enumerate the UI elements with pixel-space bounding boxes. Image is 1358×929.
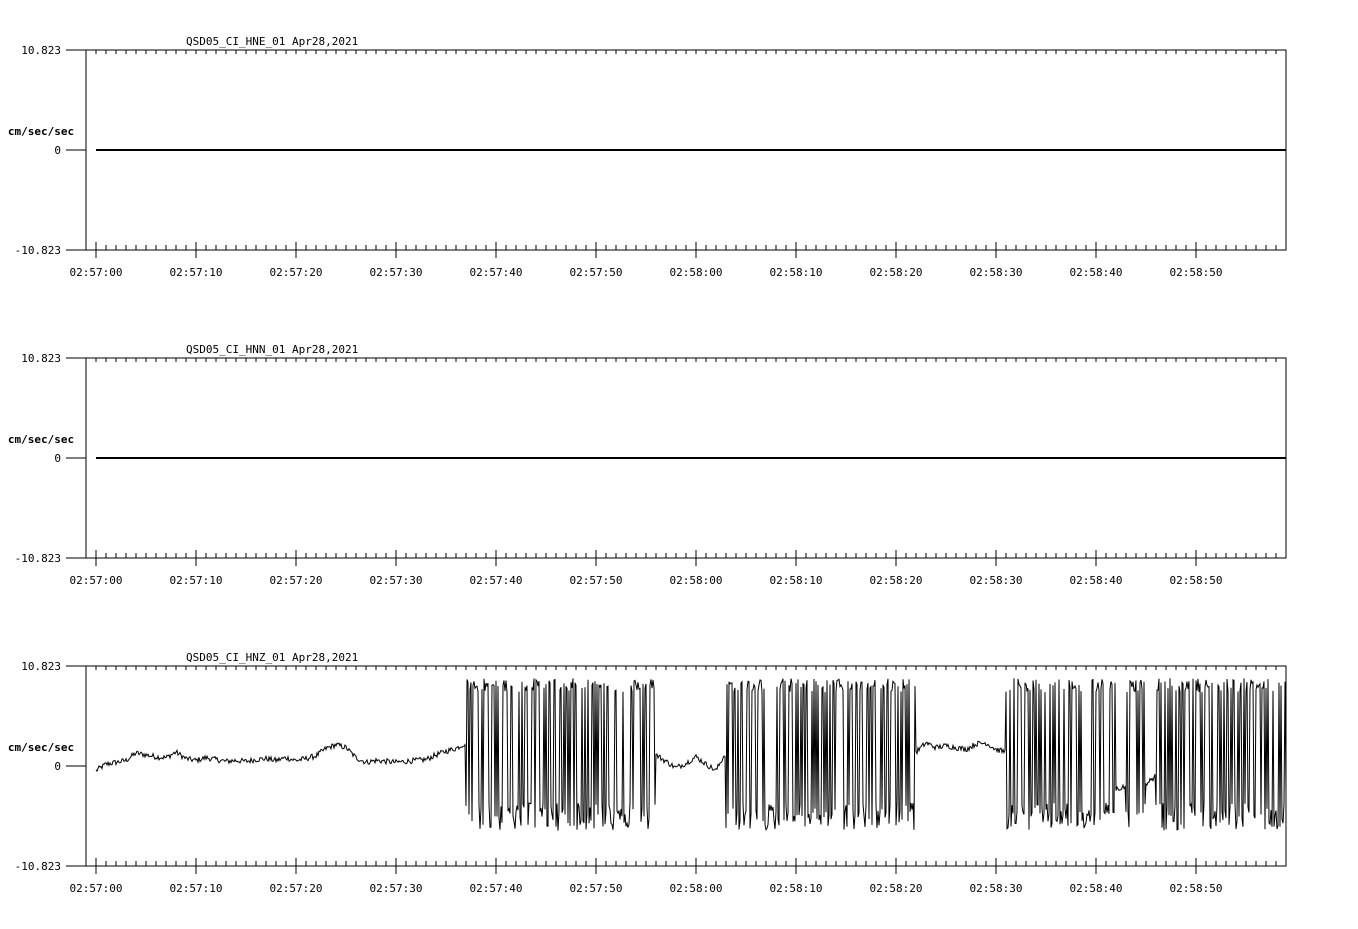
x-tick-label: 02:58:50: [1169, 882, 1223, 895]
x-tick-label: 02:57:00: [69, 266, 123, 279]
x-tick-label: 02:57:30: [369, 882, 423, 895]
x-tick-label: 02:58:50: [1169, 266, 1223, 279]
x-tick-label: 02:58:30: [969, 882, 1023, 895]
y-axis-label: cm/sec/sec: [7, 741, 75, 754]
x-tick-label: 02:57:10: [169, 266, 223, 279]
x-tick-label: 02:57:20: [269, 266, 323, 279]
y-tick-label-top: 10.823: [21, 44, 61, 57]
x-tick-label: 02:58:40: [1069, 266, 1123, 279]
x-tick-label: 02:58:30: [969, 266, 1023, 279]
x-tick-label: 02:57:40: [469, 266, 523, 279]
x-tick-label: 02:58:20: [869, 266, 923, 279]
panel-title: QSD05_CI_HNN_01 Apr28,2021: [186, 343, 359, 356]
y-tick-label-bottom: -10.823: [14, 552, 61, 565]
x-tick-label: 02:57:10: [169, 574, 223, 587]
y-axis-label: cm/sec/sec: [7, 433, 75, 446]
x-tick-label: 02:57:00: [69, 882, 123, 895]
y-tick-label-top: 10.823: [21, 352, 61, 365]
panel-title: QSD05_CI_HNE_01 Apr28,2021: [186, 35, 359, 48]
x-tick-label: 02:58:30: [969, 574, 1023, 587]
x-tick-label: 02:58:10: [769, 574, 823, 587]
x-tick-label: 02:57:50: [569, 574, 623, 587]
x-tick-label: 02:58:50: [1169, 574, 1223, 587]
x-tick-label: 02:58:00: [669, 574, 723, 587]
x-tick-label: 02:57:30: [369, 574, 423, 587]
y-tick-label-zero: 0: [54, 144, 61, 157]
y-tick-label-zero: 0: [54, 452, 61, 465]
x-tick-label: 02:58:40: [1069, 882, 1123, 895]
x-tick-label: 02:58:40: [1069, 574, 1123, 587]
y-tick-label-bottom: -10.823: [14, 244, 61, 257]
x-tick-label: 02:58:00: [669, 266, 723, 279]
y-tick-label-bottom: -10.823: [14, 860, 61, 873]
x-tick-label: 02:57:40: [469, 574, 523, 587]
x-tick-label: 02:57:50: [569, 882, 623, 895]
x-tick-label: 02:57:00: [69, 574, 123, 587]
y-axis-label: cm/sec/sec: [7, 125, 75, 138]
x-tick-label: 02:58:10: [769, 266, 823, 279]
x-tick-label: 02:58:00: [669, 882, 723, 895]
x-tick-label: 02:58:10: [769, 882, 823, 895]
y-tick-label-zero: 0: [54, 760, 61, 773]
x-tick-label: 02:57:20: [269, 882, 323, 895]
x-tick-label: 02:57:30: [369, 266, 423, 279]
x-tick-label: 02:57:50: [569, 266, 623, 279]
x-tick-label: 02:58:20: [869, 574, 923, 587]
x-tick-label: 02:58:20: [869, 882, 923, 895]
panel-title: QSD05_CI_HNZ_01 Apr28,2021: [186, 651, 359, 664]
x-tick-label: 02:57:20: [269, 574, 323, 587]
x-tick-label: 02:57:10: [169, 882, 223, 895]
y-tick-label-top: 10.823: [21, 660, 61, 673]
x-tick-label: 02:57:40: [469, 882, 523, 895]
